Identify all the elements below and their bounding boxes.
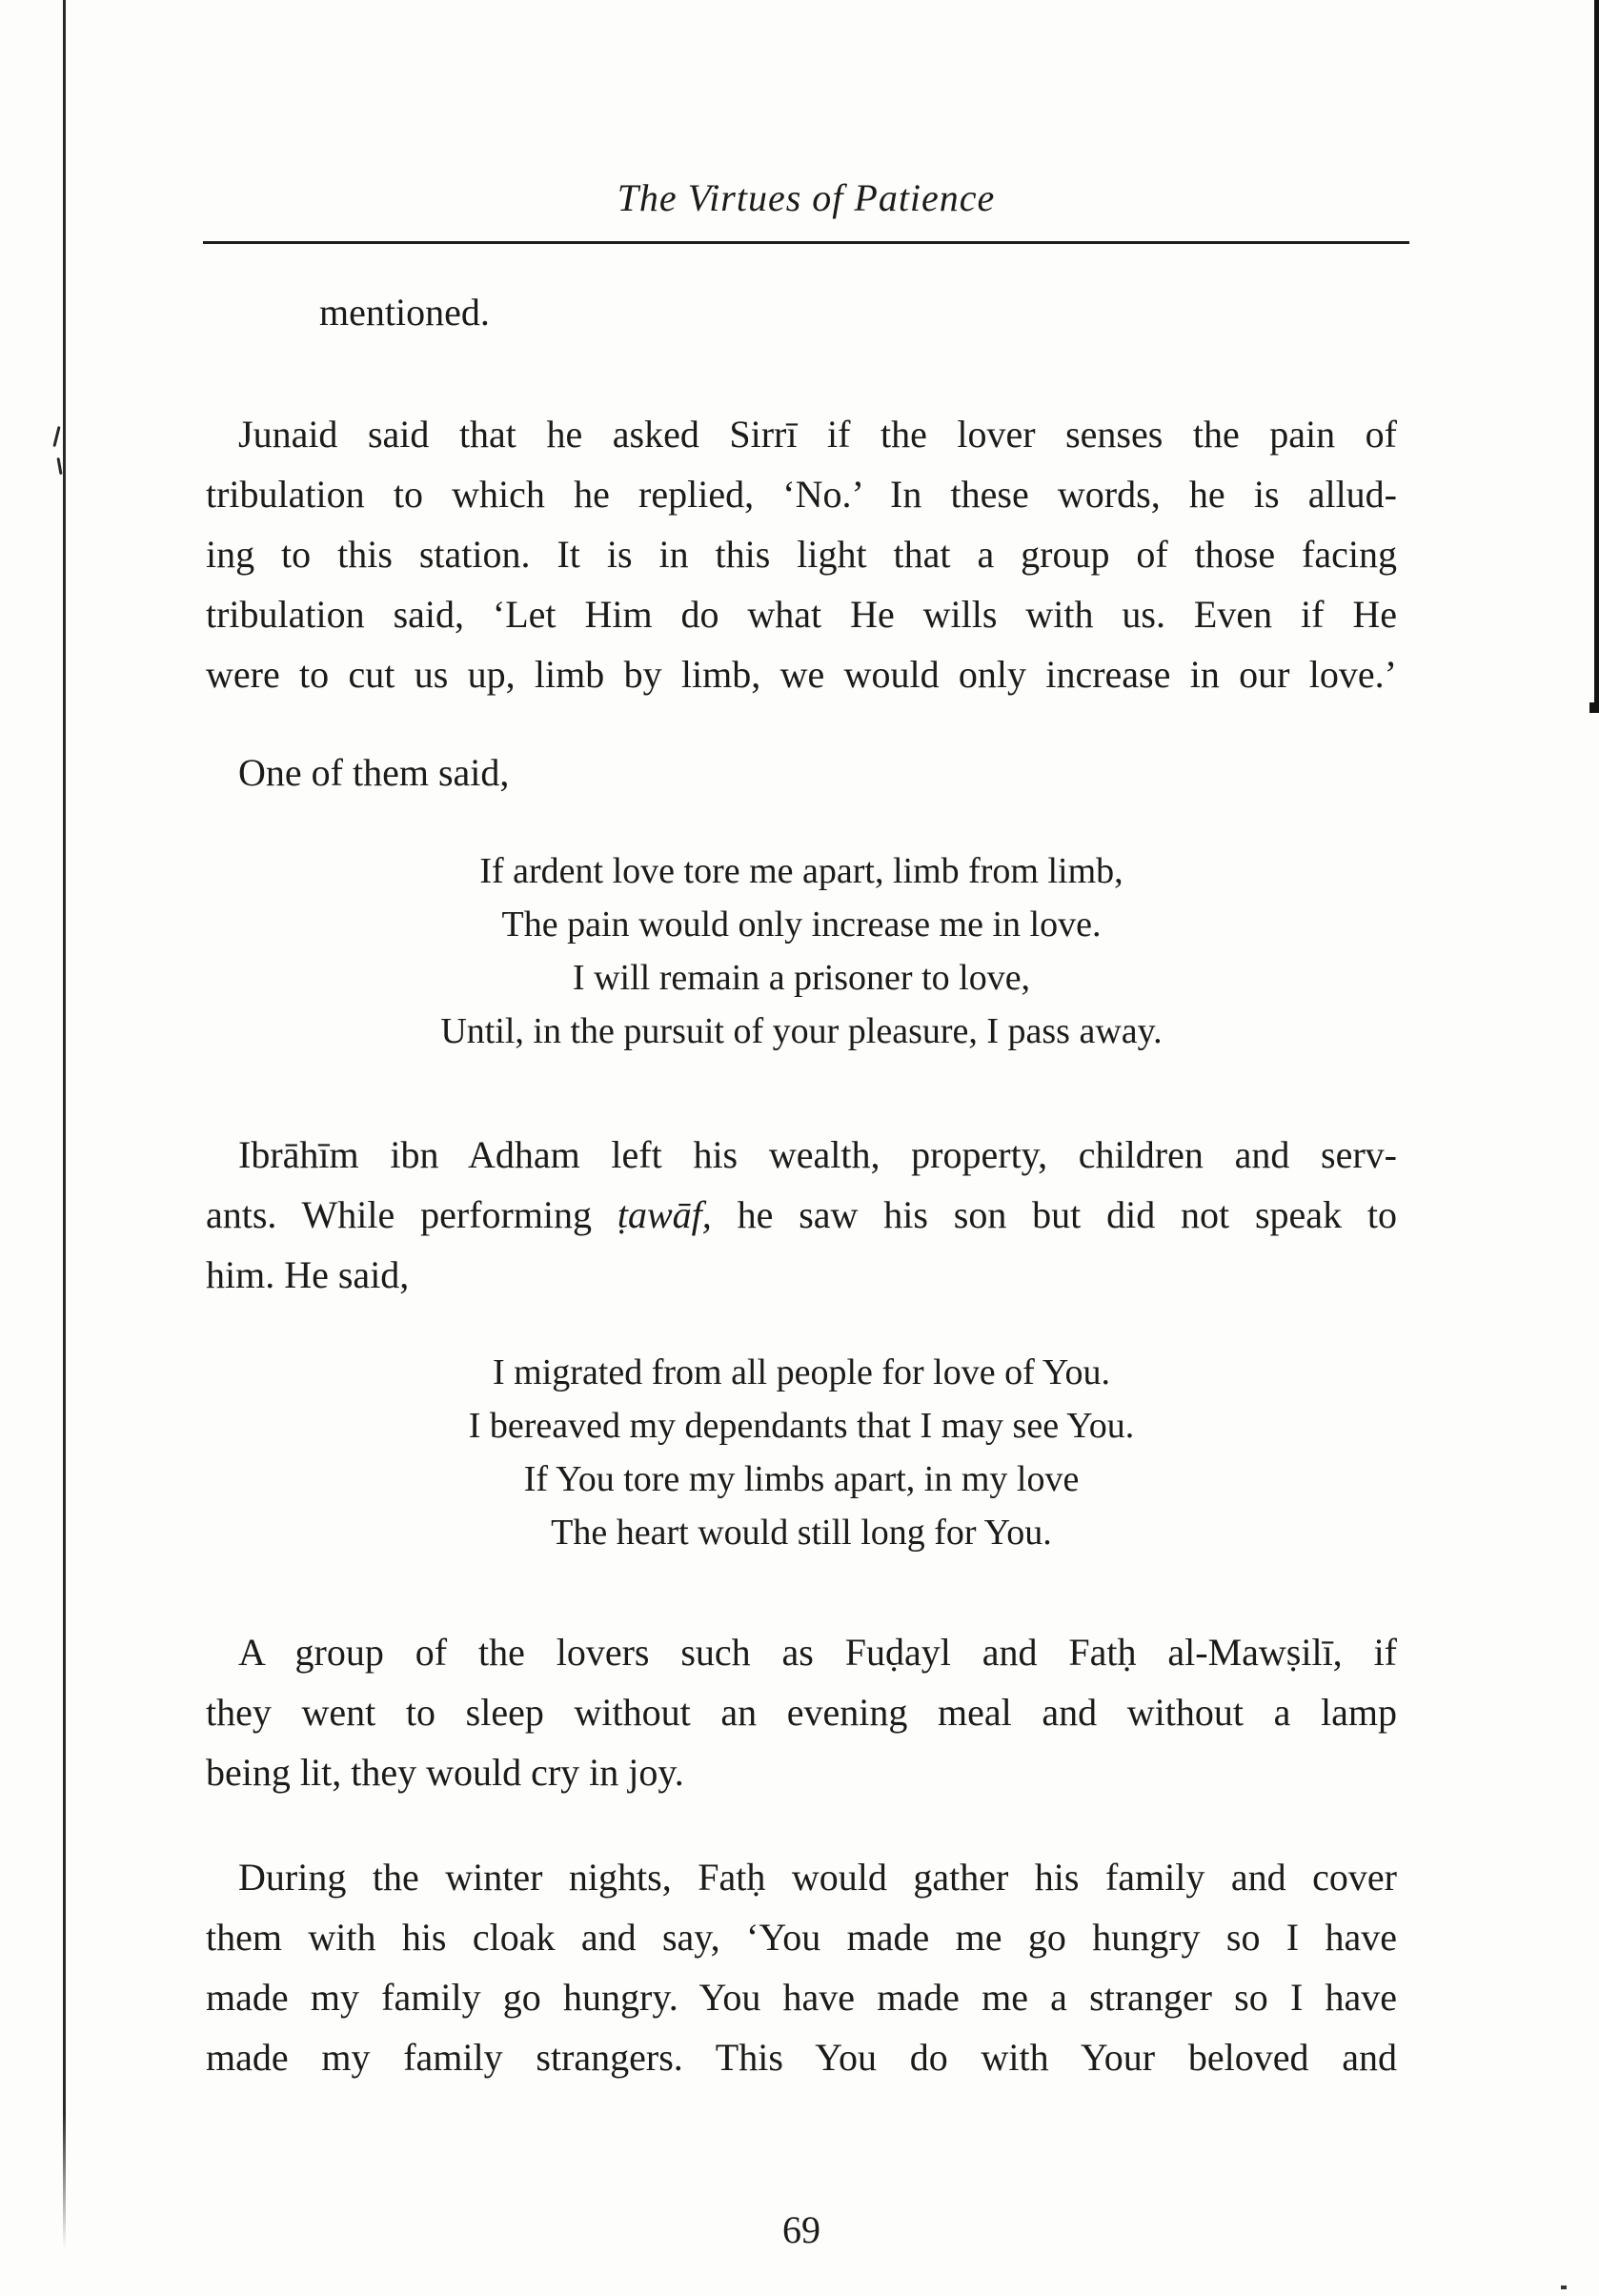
text-line: him. He said, [206,1253,410,1296]
text-line: they went to sleep without an evening meal and without a lamp [206,1691,1397,1734]
text-line: made my family go hungry. You have made me a stranger so I have [206,1976,1397,2019]
page-number: 69 [782,2208,820,2251]
poem-line: The pain would only increase me in love. [501,904,1102,945]
scan-speckle [56,457,62,475]
text-line [206,1185,1397,1245]
text-line: tribulation said, ‘Let Him do what He wills with us. Even if He [206,593,1397,636]
poem-intro-line: One of them said, [238,751,510,794]
text-line: A group of the lovers such as Fuḍayl and Fatḥ al-Mawṣilī, if [238,1631,1397,1674]
paragraph-fragment: mentioned. [319,291,490,334]
running-header-title: The Virtues of Patience [617,176,996,219]
text-line: ing to this station. It is in this light that a group of those facing [206,533,1397,576]
paragraph-ibrahim [206,1125,1397,1305]
italic-term-tawaf: ṭawāf, [617,1193,712,1236]
poem-line: I will remain a prisoner to love, [572,958,1031,998]
scan-speckle [52,426,60,447]
poem-line: Until, in the pursuit of your pleasure, I pass away. [440,1011,1163,1051]
paragraph-lovers [206,1622,1397,1802]
poem-second [206,1346,1397,1559]
text-line: Junaid said that he asked Sirrī if the lover senses the pain of [238,413,1397,456]
poem-line: I migrated from all people for love of You. [493,1352,1110,1392]
text-line: made my family strangers. This You do with Your beloved and [206,2036,1397,2079]
text-line: were to cut us up, limb by limb, we would only increase in our love.’ [206,653,1397,696]
page-gutter-line [63,0,66,2249]
scan-speckle [1561,2286,1567,2289]
scan-edge-artifact [1589,702,1599,713]
text-line: Ibrāhīm ibn Adham left his wealth, property, children and serv- [238,1133,1397,1176]
poem-line: If You tore my limbs apart, in my love [523,1459,1080,1499]
text-segment: ants. While performing [206,1193,617,1236]
paragraph-winter-nights [206,1847,1397,2087]
text-line: tribulation to which he replied, ‘No.’ In these words, he is allud- [206,473,1397,516]
text-line: During the winter nights, Fatḥ would gather his family and cover [238,1856,1397,1899]
poem-first [206,844,1397,1058]
text-line: them with his cloak and say, ‘You made me go hungry so I have [206,1916,1397,1959]
text-line: being lit, they would cry in joy. [206,1751,684,1794]
poem-line: I bereaved my dependants that I may see You. [468,1406,1135,1446]
text-segment: he saw his son but did not speak to [711,1193,1398,1236]
scan-edge-artifact [1594,0,1599,710]
poem-line: If ardent love tore me apart, limb from limb, [479,851,1123,891]
poem-line: The heart would still long for You. [551,1513,1052,1553]
paragraph-junaid [206,404,1397,704]
header-rule [203,241,1409,244]
